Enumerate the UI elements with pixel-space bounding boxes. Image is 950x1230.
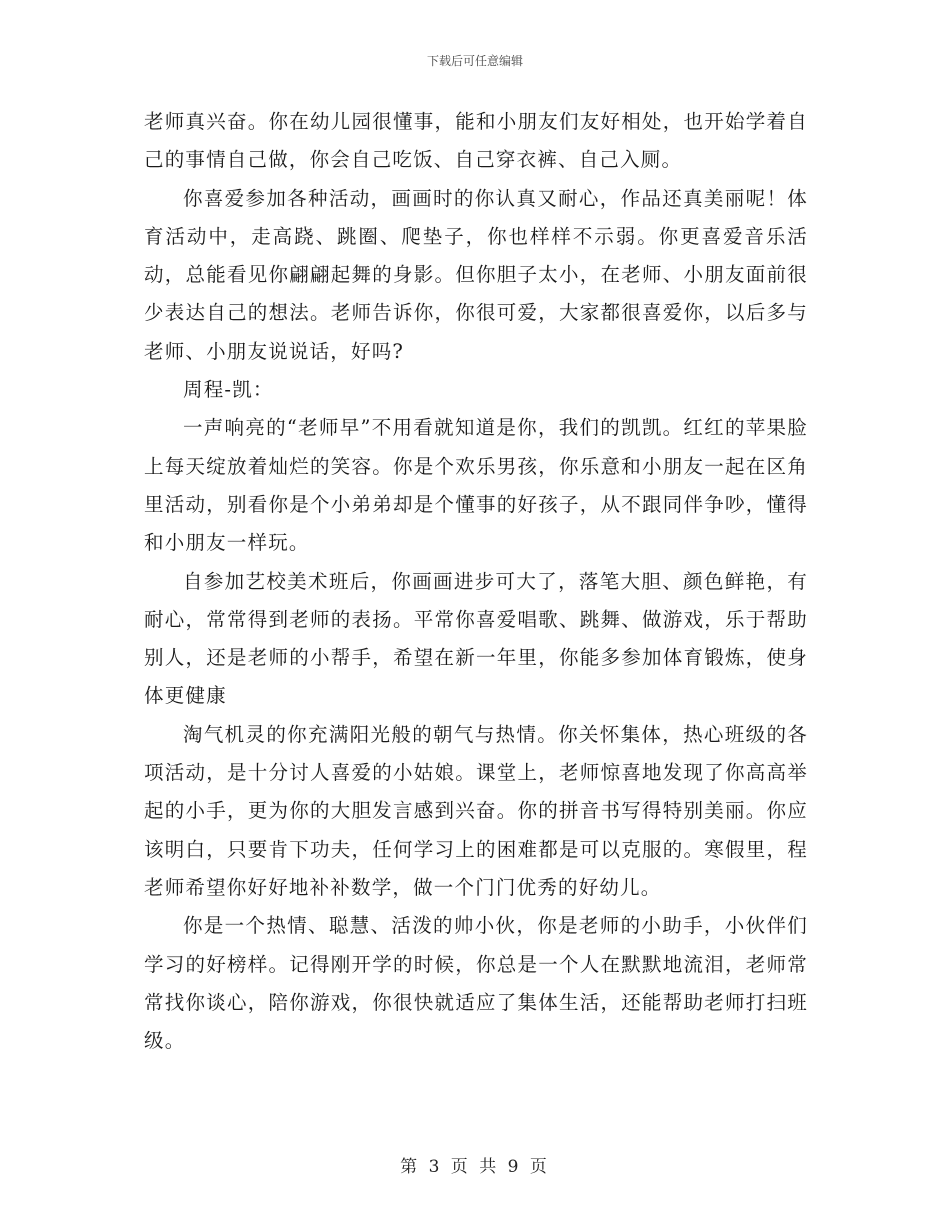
paragraph: 老师真兴奋。你在幼儿园很懂事，能和小朋友们友好相处，也开始学着自己的事情自己做，你会自己吃饭、自己穿衣裤、自己入厕。 (144, 110, 808, 172)
header-note: 下载后可任意编辑 (426, 54, 523, 68)
paragraph: 一声响亮的“老师早”不用看就知道是你，我们的凯凯。红红的苹果脸上每天绽放着灿烂的笑容。你是个欢乐男孩，你乐意和小朋友一起在区角里活动，别看你是个小弟弟却是个懂事的好孩子，从不跟同伴争吵，懂得和小朋友一样玩。 (144, 416, 808, 555)
document-body (144, 103, 808, 1060)
paragraph-heading: 周程-凯： (183, 378, 274, 402)
paragraph: 自参加艺校美术班后，你画画进步可大了，落笔大胆、颜色鲜艳，有耐心，常常得到老师的表扬。平常你喜爱唱歌、跳舞、做游戏，乐于帮助别人，还是老师的小帮手，希望在新一年里，你能多参加体育锻炼，使身体更健康 (144, 569, 808, 708)
paragraph: 你是一个热情、聪慧、活泼的帅小伙，你是老师的小助手，小伙伴们学习的好榜样。记得刚开学的时候，你总是一个人在默默地流泪，老师常常找你谈心，陪你游戏，你很快就适应了集体生活，还能帮助老师打扫班级。 (144, 914, 808, 1053)
paragraph: 淘气机灵的你充满阳光般的朝气与热情。你关怀集体，热心班级的各项活动，是十分讨人喜爱的小姑娘。课堂上，老师惊喜地发现了你高高举起的小手，更为你的大胆发言感到兴奋。你的拼音书写得特别美丽。你应该明白，只要肯下功夫，任何学习上的困难都是可以克服的。寒假里，程老师希望你好好地补补数学，做一个门门优秀的好幼儿。 (144, 722, 808, 899)
page-number: 第 3 页 共 9 页 (400, 1157, 550, 1177)
paragraph: 你喜爱参加各种活动，画画时的你认真又耐心，作品还真美丽呢！体育活动中，走高跷、跳圈、爬垫子，你也样样不示弱。你更喜爱音乐活动，总能看见你翩翩起舞的身影。但你胆子太小，在老师、小朋友面前很少表达自己的想法。老师告诉你，你很可爱，大家都很喜爱你，以后多与老师、小朋友说说话，好吗? (144, 186, 808, 363)
